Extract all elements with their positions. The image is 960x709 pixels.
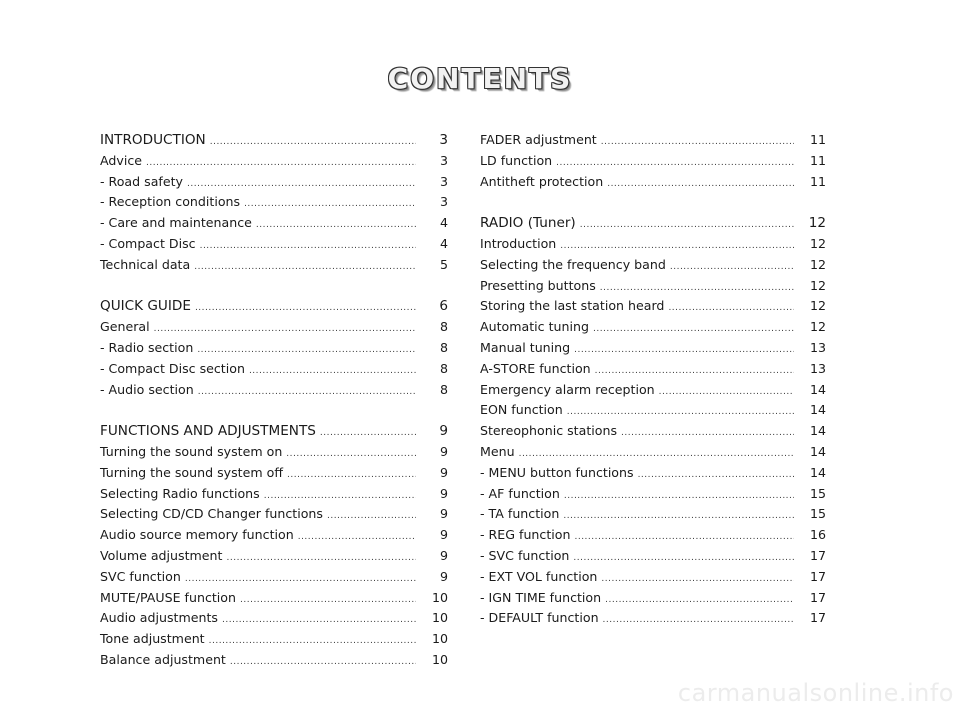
toc-entry [100, 296, 448, 317]
toc-entry-title: Selecting CD/CD Changer functions [100, 506, 323, 522]
toc-entry [100, 192, 448, 213]
toc-entry-title: - Compact Disc [100, 235, 196, 251]
toc-entry [480, 234, 826, 255]
toc-entry [480, 338, 826, 359]
toc-entry-title: - IGN TIME function [480, 589, 602, 605]
toc-entry-title: Presetting buttons [480, 277, 596, 293]
dot-leader [601, 569, 794, 590]
toc-entry-title: - Road safety [100, 173, 184, 189]
toc-entry-page: 4 [439, 215, 448, 231]
toc-entry [480, 463, 826, 484]
toc-entry-page: 15 [809, 506, 826, 522]
dot-leader [574, 527, 794, 548]
toc-entry-page: 4 [439, 235, 448, 251]
toc-entry-title: - Care and maintenance [100, 215, 252, 231]
toc-entry-page: 14 [809, 443, 826, 459]
toc-entry-title: Audio source memory function [100, 527, 294, 543]
toc-entry [100, 213, 448, 234]
dot-leader [580, 215, 794, 236]
toc-entry-page: 11 [809, 132, 826, 147]
toc-entry-title: - TA function [480, 506, 560, 522]
dot-leader [519, 444, 794, 465]
toc-entry-title: - Reception conditions [100, 194, 241, 210]
toc-entry-page: 8 [439, 339, 448, 355]
toc-entry-title: SVC function [100, 568, 181, 584]
toc-entry-title: Advice [100, 152, 143, 168]
toc-entry-page: 11 [809, 152, 826, 168]
toc-entry [100, 255, 448, 276]
dot-leader [320, 423, 416, 444]
toc-entry-title: Audio adjustments [100, 610, 218, 626]
toc-entry-title: Menu [480, 443, 515, 459]
toc-entry-page: 3 [439, 173, 448, 189]
toc-entry-page: 12 [809, 319, 826, 335]
toc-entry [100, 484, 448, 505]
toc-entry [100, 317, 448, 338]
dot-leader [601, 132, 794, 153]
toc-entry-title: - EXT VOL function [480, 568, 598, 584]
toc-entry-title: Antitheft protection [480, 173, 604, 189]
dot-leader [327, 506, 416, 527]
toc-column-right [480, 130, 826, 629]
toc-entry-title: MUTE/PAUSE function [100, 589, 236, 605]
dot-leader [638, 465, 794, 486]
dot-leader [185, 569, 416, 590]
toc-entry-title: A-STORE function [480, 360, 591, 376]
toc-entry-page: 9 [439, 443, 448, 459]
toc-entry-page: 3 [439, 152, 448, 168]
toc-entry-page: 10 [431, 631, 448, 647]
toc-entry [100, 421, 448, 442]
toc-entry-title: Technical data [100, 256, 191, 272]
toc-entry-page: 8 [439, 319, 448, 335]
toc-entry [480, 525, 826, 546]
dot-leader [574, 340, 794, 361]
toc-entry [100, 359, 448, 380]
toc-entry [480, 504, 826, 525]
toc-entry [100, 151, 448, 172]
dot-leader [556, 153, 794, 174]
dot-leader [670, 257, 794, 278]
toc-entry [100, 525, 448, 546]
dot-leader [244, 194, 416, 215]
dot-leader [607, 174, 794, 195]
toc-entry-page: 12 [808, 215, 826, 232]
toc-entry-page: 8 [439, 381, 448, 397]
toc-entry [480, 588, 826, 609]
dot-leader [264, 486, 416, 507]
dot-leader [230, 652, 416, 673]
toc-entry-title: Emergency alarm reception [480, 381, 655, 397]
dot-leader [564, 486, 794, 507]
toc-entry-title: - Compact Disc section [100, 360, 245, 376]
toc-entry [100, 650, 448, 671]
toc-entry-page: 17 [809, 547, 826, 563]
toc-entry-page: 6 [439, 298, 448, 315]
toc-entry-page: 9 [439, 547, 448, 563]
toc-entry-title: QUICK GUIDE [100, 298, 191, 315]
toc-entry-page: 12 [809, 235, 826, 251]
dot-leader [197, 340, 416, 361]
dot-leader [154, 319, 416, 340]
toc-entry [100, 172, 448, 193]
toc-entry [480, 276, 826, 297]
toc-entry-page: 5 [439, 256, 448, 272]
toc-entry [100, 234, 448, 255]
toc-entry-title: Turning the sound system off [100, 464, 283, 480]
toc-entry-page: 10 [431, 589, 448, 605]
page-title: CONTENTS [387, 62, 573, 95]
toc-entry-page: 17 [809, 589, 826, 605]
toc-entry-page: 12 [809, 277, 826, 293]
toc-entry-page: 11 [809, 173, 826, 189]
toc-entry [480, 296, 826, 317]
toc-entry [480, 151, 826, 172]
toc-entry [480, 255, 826, 276]
toc-entry-page: 9 [439, 568, 448, 584]
dot-leader [194, 257, 416, 278]
toc-entry-page: 16 [809, 527, 826, 543]
toc-entry [480, 130, 826, 151]
toc-entry-title: - DEFAULT function [480, 610, 599, 626]
toc-entry-title: Tone adjustment [100, 631, 205, 647]
toc-entry [480, 172, 826, 193]
dot-leader [621, 423, 794, 444]
watermark: carmanualsonline.info [677, 679, 954, 707]
dot-leader [198, 382, 416, 403]
dot-leader [605, 590, 794, 611]
dot-leader [567, 402, 794, 423]
toc-entry-page: 8 [439, 360, 448, 376]
toc-entry-page: 13 [809, 360, 826, 376]
toc-entry-page: 3 [439, 132, 448, 148]
toc-entry [100, 338, 448, 359]
toc-entry [100, 504, 448, 525]
toc-entry-page: 9 [439, 506, 448, 522]
dot-leader [210, 132, 416, 153]
toc-entry-page: 15 [809, 485, 826, 501]
toc-entry-page: 14 [809, 381, 826, 397]
dot-leader [560, 236, 794, 257]
toc-entry [480, 400, 826, 421]
dot-leader [256, 215, 416, 236]
toc-entry-title: Automatic tuning [480, 319, 589, 335]
dot-leader [249, 361, 416, 382]
dot-leader [226, 548, 416, 569]
dot-leader [195, 298, 416, 319]
toc-entry-title: Storing the last station heard [480, 298, 665, 314]
toc-entry-page: 14 [809, 423, 826, 439]
toc-entry-title: - Audio section [100, 381, 194, 397]
toc-entry-page: 9 [439, 485, 448, 501]
toc-entry-title: - AF function [480, 485, 560, 501]
dot-leader [240, 590, 416, 611]
toc-entry-title: - Radio section [100, 339, 194, 355]
toc-entry [100, 608, 448, 629]
toc-entry-title: Turning the sound system on [100, 443, 283, 459]
dot-leader [668, 298, 794, 319]
toc-entry [480, 421, 826, 442]
dot-leader [187, 174, 416, 195]
dot-leader [209, 631, 416, 652]
dot-leader [563, 506, 794, 527]
toc-entry [100, 588, 448, 609]
toc-entry-title: - SVC function [480, 547, 570, 563]
toc-entry [100, 567, 448, 588]
toc-entry-title: FUNCTIONS AND ADJUSTMENTS [100, 423, 316, 440]
toc-entry-page: 10 [431, 610, 448, 626]
toc-entry-page: 9 [439, 464, 448, 480]
toc-entry [480, 213, 826, 234]
toc-entry-page: 17 [809, 568, 826, 584]
toc-entry-title: EON function [480, 402, 563, 418]
toc-entry [100, 130, 448, 151]
toc-entry-title: General [100, 319, 150, 335]
toc-entry-title: Stereophonic stations [480, 423, 618, 439]
toc-entry-page: 12 [809, 298, 826, 314]
dot-leader [286, 444, 416, 465]
dot-leader [600, 278, 794, 299]
toc-entry [480, 608, 826, 629]
toc-entry [100, 442, 448, 463]
toc-entry-title: - MENU button functions [480, 464, 634, 480]
toc-entry-title: Volume adjustment [100, 547, 223, 563]
dot-leader [659, 382, 794, 403]
toc-entry-page: 14 [809, 402, 826, 418]
toc-entry [100, 546, 448, 567]
dot-leader [593, 319, 794, 340]
dot-leader [200, 236, 416, 257]
toc-entry [100, 629, 448, 650]
dot-leader [298, 527, 416, 548]
toc-entry [480, 317, 826, 338]
toc-entry-page: 12 [809, 256, 826, 272]
toc-entry-page: 9 [439, 423, 448, 440]
toc-entry-title: INTRODUCTION [100, 132, 206, 148]
toc-entry-page: 3 [439, 194, 448, 210]
toc-entry [100, 463, 448, 484]
toc-entry [480, 546, 826, 567]
toc-entry-title: LD function [480, 152, 553, 168]
toc-entry-page: 14 [809, 464, 826, 480]
dot-leader [595, 361, 794, 382]
toc-entry-title: Introduction [480, 235, 557, 251]
toc-entry [480, 484, 826, 505]
toc-entry-title: - REG function [480, 527, 571, 543]
dot-leader [603, 610, 794, 631]
toc-entry [100, 380, 448, 401]
toc-entry-title: Selecting the frequency band [480, 256, 666, 272]
toc-entry [480, 442, 826, 463]
toc-entry [480, 359, 826, 380]
toc-entry [480, 567, 826, 588]
dot-leader [573, 548, 794, 569]
dot-leader [222, 610, 416, 631]
toc-entry-title: Balance adjustment [100, 651, 226, 667]
toc-entry-page: 9 [439, 527, 448, 543]
toc-entry-page: 17 [809, 610, 826, 626]
toc-entry-page: 13 [809, 339, 826, 355]
toc-entry-title: FADER adjustment [480, 132, 597, 147]
toc-entry-page: 10 [431, 651, 448, 667]
toc-column-left [100, 130, 448, 671]
toc-entry-title: Selecting Radio functions [100, 485, 260, 501]
dot-leader [287, 465, 416, 486]
toc-entry [480, 380, 826, 401]
toc-entry-title: Manual tuning [480, 339, 571, 355]
toc-entry-title: RADIO (Tuner) [480, 215, 576, 232]
dot-leader [146, 153, 416, 174]
